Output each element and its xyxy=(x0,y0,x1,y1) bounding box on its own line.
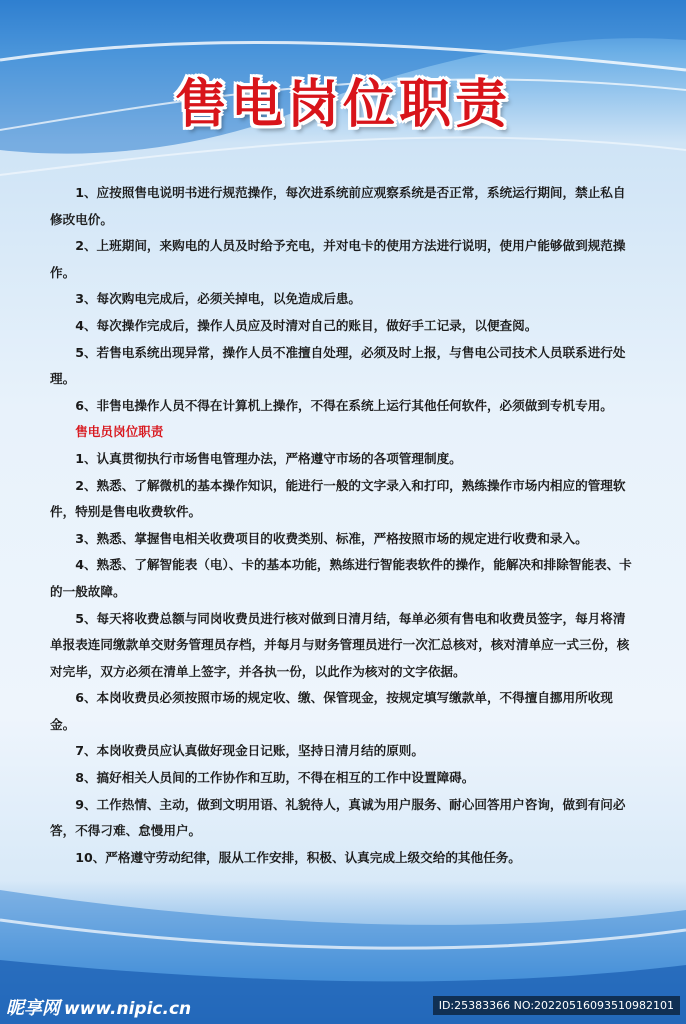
duty-item: 2、熟悉、了解微机的基本操作知识，能进行一般的文字录入和打印，熟练操作市场内相应的管理软件，特别是售电收费软件。 xyxy=(50,477,626,520)
duty-item: 1、认真贯彻执行市场售电管理办法，严格遵守市场的各项管理制度。 xyxy=(75,450,462,466)
duty-item: 10、严格遵守劳动纪律，服从工作安排，积极、认真完成上级交给的其他任务。 xyxy=(75,849,521,865)
duty-item: 8、搞好相关人员间的工作协作和互助，不得在相互的工作中设置障碍。 xyxy=(75,770,475,786)
duty-item: 9、工作热情、主动，做到文明用语、礼貌待人，真诚为用户服务、耐心回答用户咨询，做到有问必答，不得刁难、怠慢用户。 xyxy=(50,796,626,839)
duty-item: 4、每次操作完成后，操作人员应及时清对自己的账目，做好手工记录，以便查阅。 xyxy=(75,317,538,333)
image-id-label: ID:25383366 NO:20220516093510982101 xyxy=(433,996,680,1015)
duty-item: 4、熟悉、了解智能表（电）、卡的基本功能，熟练进行智能表软件的操作，能解决和排除智能表、卡的一般故障。 xyxy=(50,557,632,599)
duty-item: 2、上班期间，来购电的人员及时给予充电，并对电卡的使用方法进行说明，使用户能够做到规范操作。 xyxy=(50,238,626,280)
duty-item: 3、熟悉、掌握售电相关收费项目的收费类别、标准，严格按照市场的规定进行收费和录入。 xyxy=(75,530,588,546)
duty-item: 7、本岗收费员应认真做好现金日记账，坚持日清月结的原则。 xyxy=(75,743,424,759)
duty-item: 5、每天将收费总额与同岗收费员进行核对做到日清月结，每单必须有售电和收费员签字，每月将清单报表连同缴款单交财务管理员存档，并每月与财务管理员进行一次汇总核对，核对清单应一式三份，核对完毕，双方必须在清单上签字，并各执一份，以此作为核对的文字依据。 xyxy=(50,610,630,679)
watermark-logo xyxy=(6,994,191,1020)
duty-item: 6、本岗收费员必须按照市场的规定收、缴、保管现金，按规定填写缴款单，不得擅自挪用所收现金。 xyxy=(50,690,613,732)
duty-item: 6、非售电操作人员不得在计算机上操作，不得在系统上运行其他任何软件，必须做到专机专用。 xyxy=(75,397,613,413)
duty-item: 5、若售电系统出现异常，操作人员不准擅自处理，必须及时上报，与售电公司技术人员联系进行处理。 xyxy=(50,344,626,387)
watermark-url: www.nipic.cn xyxy=(64,999,192,1019)
duties-content xyxy=(50,180,636,871)
duty-item: 1、应按照售电说明书进行规范操作，每次进系统前应观察系统是否正常，系统运行期间，禁止私自修改电价。 xyxy=(50,185,626,227)
watermark-logo-text: 昵享网 xyxy=(6,998,60,1019)
duty-item: 3、每次购电完成后，必须关掉电，以免造成后患。 xyxy=(75,291,362,307)
page-title: 售电岗位职责 xyxy=(174,75,511,135)
section-heading: 售电员岗位职责 xyxy=(75,424,164,440)
